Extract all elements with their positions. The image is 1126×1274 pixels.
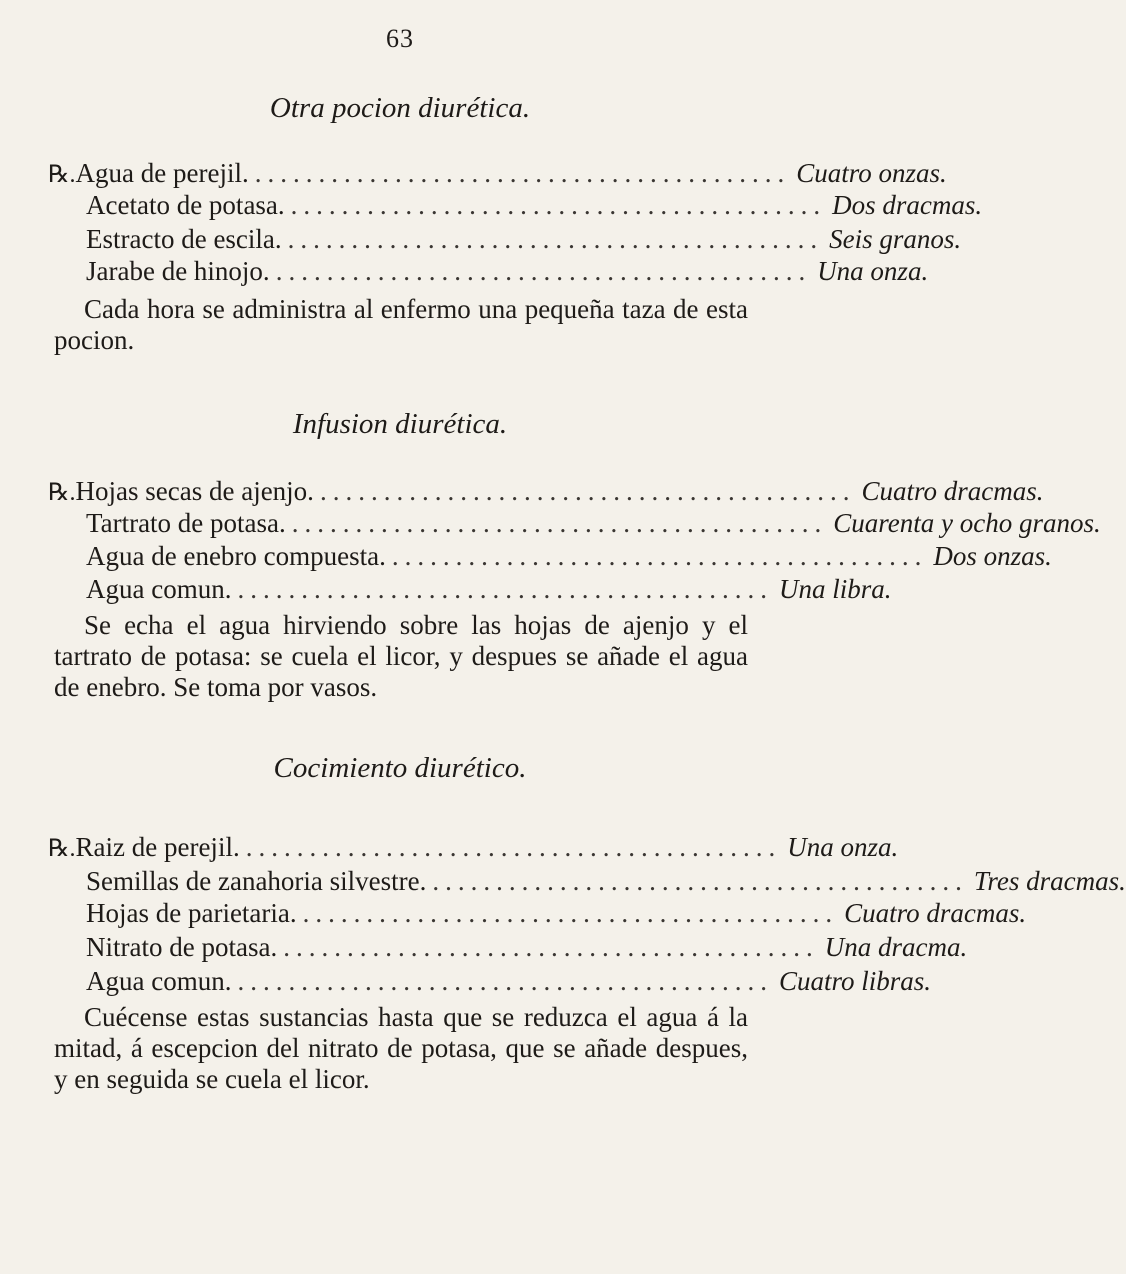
- section-title-otra-pocion: Otra pocion diurética.: [269, 92, 531, 124]
- recipe-symbol: ℞.: [48, 162, 76, 188]
- instructions-paragraph: [54, 294, 748, 356]
- ingredient-quantity: Una onza.: [787, 832, 899, 862]
- instructions-paragraph: [54, 1002, 748, 1095]
- page-number: 63: [386, 24, 414, 53]
- ingredient-name: Agua comun.: [86, 966, 232, 996]
- dot-leader: ..........................................: [319, 476, 856, 506]
- ingredient-quantity: Cuatro dracmas.: [844, 898, 1027, 928]
- dot-leader: ..........................................: [254, 158, 791, 188]
- ingredient-name: Estracto de escila.: [86, 224, 282, 254]
- ingredient-row: [86, 966, 932, 1006]
- ingredient-name: Hojas de parietaria.: [86, 898, 297, 928]
- dot-leader: ..........................................: [275, 256, 812, 286]
- dot-leader: ..........................................: [432, 866, 968, 896]
- instructions-text: Se echa el agua hirviendo sobre las hojas de ajenjo y el tartrato de potasa: se cuela el licor, y despues se añade el agua de enebro. Se toma por vasos.: [54, 610, 748, 702]
- ingredient-name: Jarabe de hinojo.: [86, 256, 270, 286]
- ingredient-quantity: Cuatro dracmas.: [861, 476, 1044, 506]
- ingredient-name: Acetato de potasa.: [86, 190, 285, 220]
- instructions-text: Cuécense estas sustancias hasta que se reduzca el agua á la mitad, á escepcion del nitrato de potasa, que se añade despues, y en seguida se cuela el licor.: [54, 1002, 748, 1094]
- recipe-symbol: ℞.: [48, 836, 76, 862]
- section-title-infusion: Infusion diurética.: [292, 408, 508, 440]
- dot-leader: ..........................................: [287, 224, 824, 254]
- dot-leader: ..........................................: [245, 832, 782, 862]
- dot-leader: ..........................................: [302, 898, 839, 928]
- dot-leader: ..........................................: [291, 508, 828, 538]
- ingredient-name: Tartrato de potasa.: [86, 508, 286, 538]
- ingredient-row: [86, 256, 929, 296]
- dot-leader: ..........................................: [237, 966, 773, 996]
- ingredient-name: Agua de enebro compuesta.: [86, 541, 386, 571]
- instructions-paragraph: [54, 610, 748, 703]
- ingredient-quantity: Tres dracmas.: [973, 866, 1126, 896]
- ingredient-quantity: Cuarenta y ocho granos.: [833, 508, 1101, 538]
- ingredient-quantity: Una dracma.: [824, 932, 968, 962]
- ingredient-quantity: Cuatro libras.: [778, 966, 932, 996]
- ingredient-name: Nitrato de potasa.: [86, 932, 278, 962]
- ingredient-quantity: Dos onzas.: [933, 541, 1052, 571]
- ingredient-row: [86, 574, 892, 614]
- ingredient-name: Semillas de zanahoria silvestre.: [86, 866, 427, 896]
- ingredient-name: Raiz de perejil.: [75, 832, 240, 862]
- ingredient-quantity: Dos dracmas.: [832, 190, 983, 220]
- dot-leader: ..........................................: [283, 932, 819, 962]
- dot-leader: ..........................................: [391, 541, 928, 571]
- ingredient-quantity: Cuatro onzas.: [796, 158, 947, 188]
- ingredient-name: Agua comun.: [86, 574, 232, 604]
- ingredient-name: Agua de perejil.: [75, 158, 249, 188]
- instructions-text: Cada hora se administra al enfermo una pequeña taza de esta pocion.: [54, 294, 748, 355]
- ingredient-quantity: Seis granos.: [829, 224, 962, 254]
- ingredient-name: Hojas secas de ajenjo.: [75, 476, 314, 506]
- dot-leader: ..........................................: [237, 574, 773, 604]
- section-title-cocimiento: Cocimiento diurético.: [273, 752, 527, 784]
- recipe-symbol: ℞.: [48, 480, 76, 506]
- ingredient-quantity: Una onza.: [817, 256, 929, 286]
- ingredient-quantity: Una libra.: [778, 574, 892, 604]
- dot-leader: ..........................................: [290, 190, 827, 220]
